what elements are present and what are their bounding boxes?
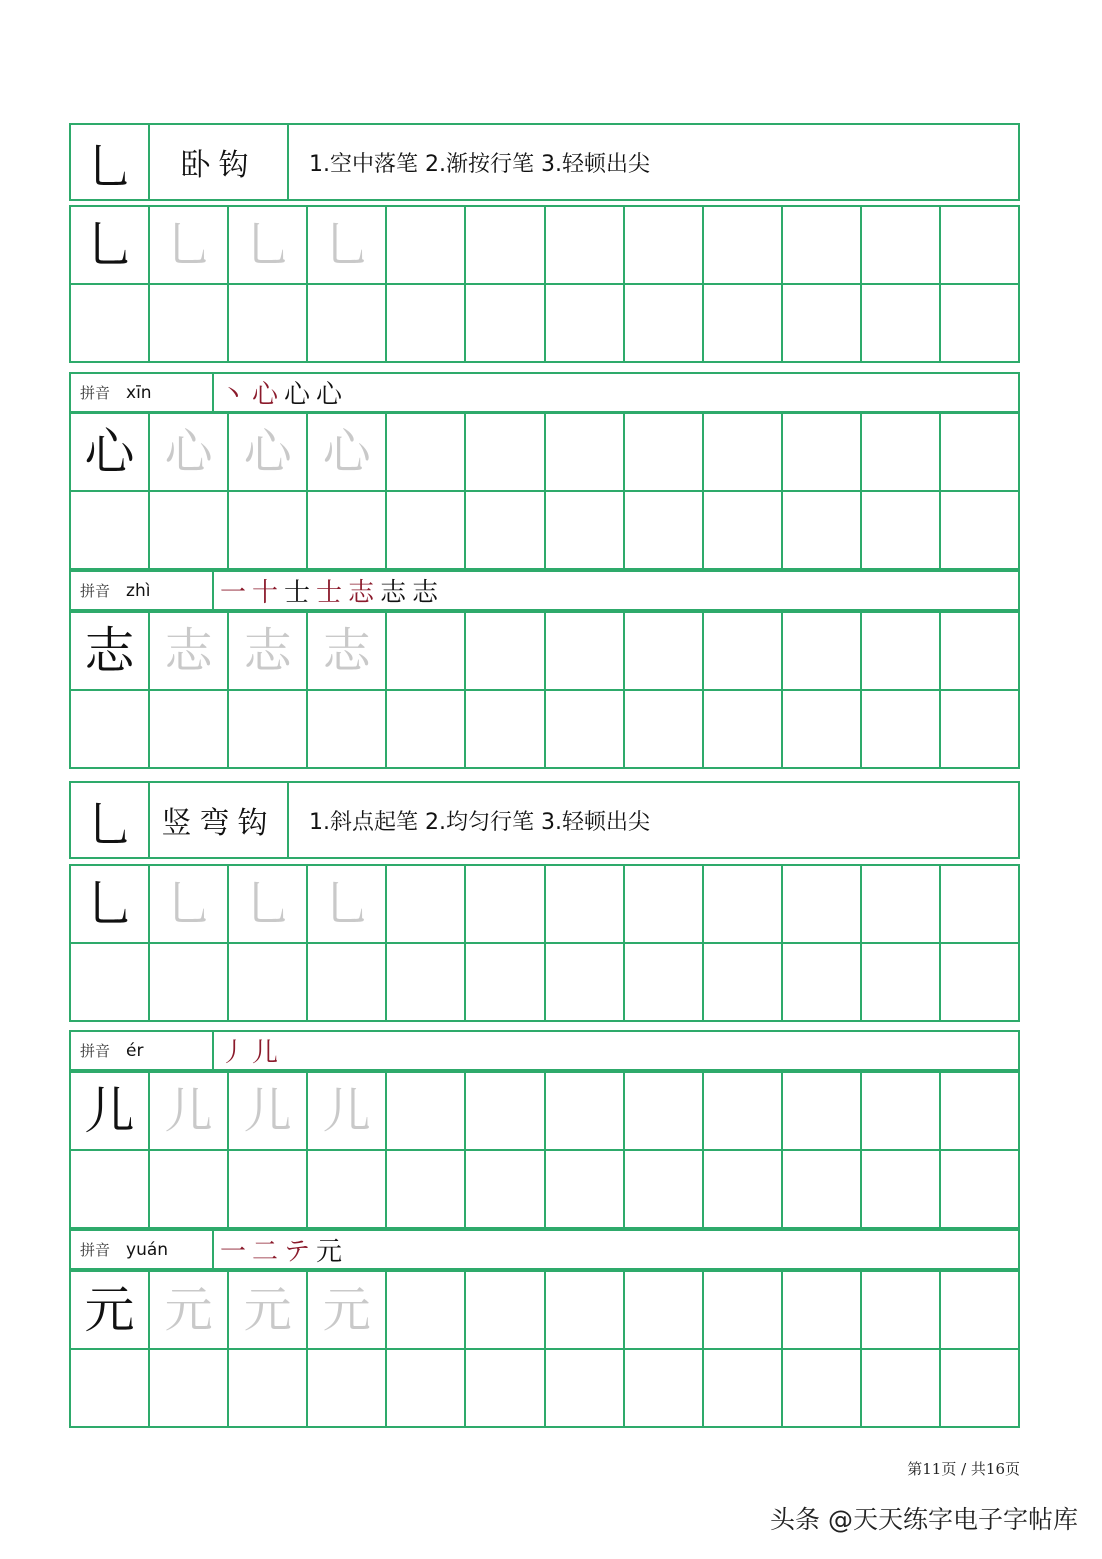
empty-cell[interactable] <box>782 491 861 569</box>
trace-char: 乚 <box>243 217 292 273</box>
empty-cell[interactable] <box>703 413 782 491</box>
trace-char: 乚 <box>243 876 292 932</box>
trace-cell[interactable] <box>149 1072 228 1150</box>
pinyin-label: 拼音 <box>80 1241 111 1259</box>
stroke-tips: 1.空中落笔 2.渐按行笔 3.轻顿出尖 <box>309 151 650 177</box>
empty-cell[interactable] <box>228 284 307 362</box>
empty-cell[interactable] <box>940 612 1019 690</box>
stroke-order <box>214 572 444 609</box>
empty-cell[interactable] <box>782 690 861 768</box>
empty-cell[interactable] <box>703 1150 782 1228</box>
model-char: 乚 <box>84 216 135 274</box>
pinyin-cell <box>71 1032 214 1069</box>
empty-cell[interactable] <box>861 690 940 768</box>
empty-cell[interactable] <box>386 1349 465 1427</box>
trace-cell[interactable] <box>307 865 386 943</box>
empty-cell[interactable] <box>70 284 149 362</box>
empty-cell[interactable] <box>703 943 782 1021</box>
trace-char: 志 <box>164 623 213 679</box>
empty-cell[interactable] <box>624 1349 703 1427</box>
empty-cell[interactable] <box>70 1150 149 1228</box>
empty-cell[interactable] <box>861 1072 940 1150</box>
empty-cell[interactable] <box>624 1271 703 1349</box>
empty-cell[interactable] <box>782 1271 861 1349</box>
stroke-glyph: 乚 <box>71 125 150 199</box>
trace-cell[interactable] <box>228 206 307 284</box>
empty-cell[interactable] <box>624 690 703 768</box>
trace-char: 儿 <box>243 1083 292 1139</box>
stroke-order-step: 心 <box>284 380 311 410</box>
empty-cell[interactable] <box>386 1271 465 1349</box>
empty-cell[interactable] <box>703 284 782 362</box>
empty-cell[interactable] <box>624 1072 703 1150</box>
trace-cell[interactable] <box>307 206 386 284</box>
pinyin-value: ér <box>126 1040 144 1061</box>
empty-cell[interactable] <box>703 865 782 943</box>
empty-cell[interactable] <box>386 1150 465 1228</box>
practice-grid-zhi <box>69 611 1020 769</box>
empty-cell[interactable] <box>307 1150 386 1228</box>
model-char: 乚 <box>84 875 135 933</box>
empty-cell[interactable] <box>703 1271 782 1349</box>
empty-cell[interactable] <box>940 690 1019 768</box>
empty-cell[interactable] <box>940 1349 1019 1427</box>
trace-cell[interactable] <box>149 413 228 491</box>
empty-cell[interactable] <box>861 206 940 284</box>
empty-cell[interactable] <box>545 943 624 1021</box>
empty-cell[interactable] <box>465 206 544 284</box>
empty-cell[interactable] <box>782 1349 861 1427</box>
empty-cell[interactable] <box>624 943 703 1021</box>
trace-char: 乚 <box>164 217 213 273</box>
watermark: 头条 @天天练字电子字帖库 <box>770 1505 1078 1534</box>
empty-cell[interactable] <box>386 865 465 943</box>
trace-char: 志 <box>243 623 292 679</box>
empty-cell[interactable] <box>624 1150 703 1228</box>
trace-cell[interactable] <box>307 1271 386 1349</box>
empty-cell[interactable] <box>782 284 861 362</box>
stroke-order <box>214 374 348 411</box>
empty-cell[interactable] <box>465 1271 544 1349</box>
empty-cell[interactable] <box>307 491 386 569</box>
empty-cell[interactable] <box>861 491 940 569</box>
model-cell <box>70 1072 149 1150</box>
pinyin-value: xīn <box>126 382 152 403</box>
empty-cell[interactable] <box>386 612 465 690</box>
empty-cell[interactable] <box>703 1349 782 1427</box>
empty-cell[interactable] <box>149 690 228 768</box>
empty-cell[interactable] <box>624 284 703 362</box>
practice-grid-shuwangou <box>69 864 1020 1022</box>
trace-cell[interactable] <box>149 1271 228 1349</box>
empty-cell[interactable] <box>782 943 861 1021</box>
stroke-order-step: 二 <box>252 1237 279 1267</box>
trace-cell[interactable] <box>149 612 228 690</box>
empty-cell[interactable] <box>782 1072 861 1150</box>
page-number: 第11页 / 共16页 <box>907 1460 1020 1478</box>
empty-cell[interactable] <box>545 206 624 284</box>
empty-cell[interactable] <box>386 690 465 768</box>
empty-cell[interactable] <box>465 1349 544 1427</box>
empty-cell[interactable] <box>940 1072 1019 1150</box>
empty-cell[interactable] <box>545 690 624 768</box>
empty-cell[interactable] <box>465 284 544 362</box>
empty-cell[interactable] <box>70 690 149 768</box>
empty-cell[interactable] <box>545 612 624 690</box>
stroke-order-step: 一 <box>220 1237 247 1267</box>
empty-cell[interactable] <box>465 491 544 569</box>
stroke-order-step: 心 <box>252 380 279 410</box>
empty-cell[interactable] <box>228 491 307 569</box>
stroke-header-shuwangou <box>69 781 1020 859</box>
trace-char: 儿 <box>322 1083 371 1139</box>
stroke-order-step: テ <box>284 1237 311 1267</box>
empty-cell[interactable] <box>465 1072 544 1150</box>
trace-cell[interactable] <box>307 413 386 491</box>
empty-cell[interactable] <box>386 1072 465 1150</box>
empty-cell[interactable] <box>228 943 307 1021</box>
trace-char: 心 <box>164 424 213 480</box>
stroke-order-step: 志 <box>412 578 439 608</box>
stroke-order-step: 丶 <box>220 380 247 410</box>
pinyin-row-zhi <box>69 570 1020 611</box>
trace-cell[interactable] <box>149 865 228 943</box>
empty-cell[interactable] <box>465 1150 544 1228</box>
trace-char: 乚 <box>164 876 213 932</box>
empty-cell[interactable] <box>307 1349 386 1427</box>
trace-char: 心 <box>243 424 292 480</box>
trace-cell[interactable] <box>228 1072 307 1150</box>
stroke-order-step: 志 <box>380 578 407 608</box>
empty-cell[interactable] <box>782 206 861 284</box>
empty-cell[interactable] <box>465 865 544 943</box>
trace-cell[interactable] <box>149 206 228 284</box>
empty-cell[interactable] <box>465 690 544 768</box>
pinyin-row-yuan <box>69 1229 1020 1270</box>
trace-char: 元 <box>164 1282 213 1338</box>
stroke-name: 竖弯钩 <box>150 783 289 857</box>
empty-cell[interactable] <box>545 1072 624 1150</box>
empty-cell[interactable] <box>703 206 782 284</box>
empty-cell[interactable] <box>70 943 149 1021</box>
empty-cell[interactable] <box>861 1150 940 1228</box>
empty-cell[interactable] <box>545 865 624 943</box>
trace-char: 元 <box>243 1282 292 1338</box>
trace-cell[interactable] <box>228 1271 307 1349</box>
empty-cell[interactable] <box>307 943 386 1021</box>
empty-cell[interactable] <box>545 491 624 569</box>
empty-cell[interactable] <box>782 413 861 491</box>
trace-char: 心 <box>322 424 371 480</box>
empty-cell[interactable] <box>386 491 465 569</box>
empty-cell[interactable] <box>861 1271 940 1349</box>
empty-cell[interactable] <box>861 612 940 690</box>
empty-cell[interactable] <box>861 284 940 362</box>
empty-cell[interactable] <box>940 865 1019 943</box>
empty-cell[interactable] <box>940 491 1019 569</box>
pinyin-row-xin <box>69 372 1020 413</box>
pinyin-value: zhì <box>126 580 151 601</box>
model-cell <box>70 1271 149 1349</box>
model-char: 元 <box>84 1281 135 1339</box>
pinyin-cell <box>71 374 214 411</box>
empty-cell[interactable] <box>386 413 465 491</box>
stroke-order-step: 儿 <box>252 1038 279 1068</box>
empty-cell[interactable] <box>940 1150 1019 1228</box>
trace-char: 志 <box>322 623 371 679</box>
model-cell <box>70 206 149 284</box>
stroke-order <box>214 1231 348 1268</box>
model-cell <box>70 612 149 690</box>
empty-cell[interactable] <box>703 1072 782 1150</box>
stroke-header-wogou <box>69 123 1020 201</box>
model-cell <box>70 413 149 491</box>
empty-cell[interactable] <box>465 612 544 690</box>
model-char: 儿 <box>84 1082 135 1140</box>
empty-cell[interactable] <box>228 1349 307 1427</box>
stroke-order-step: 一 <box>220 578 247 608</box>
empty-cell[interactable] <box>861 943 940 1021</box>
empty-cell[interactable] <box>149 284 228 362</box>
pinyin-row-er <box>69 1030 1020 1071</box>
empty-cell[interactable] <box>545 1271 624 1349</box>
empty-cell[interactable] <box>703 491 782 569</box>
pinyin-cell <box>71 572 214 609</box>
stroke-order-step: 十 <box>252 578 279 608</box>
empty-cell[interactable] <box>386 943 465 1021</box>
empty-cell[interactable] <box>940 1271 1019 1349</box>
empty-cell[interactable] <box>70 491 149 569</box>
empty-cell[interactable] <box>149 1150 228 1228</box>
trace-cell[interactable] <box>228 612 307 690</box>
empty-cell[interactable] <box>782 1150 861 1228</box>
empty-cell[interactable] <box>624 491 703 569</box>
trace-char: 乚 <box>322 876 371 932</box>
trace-cell[interactable] <box>228 865 307 943</box>
empty-cell[interactable] <box>624 206 703 284</box>
empty-cell[interactable] <box>307 690 386 768</box>
stroke-order-step: 丿 <box>220 1038 247 1068</box>
pinyin-label: 拼音 <box>80 384 111 402</box>
empty-cell[interactable] <box>703 612 782 690</box>
stroke-order-step: 心 <box>316 380 343 410</box>
empty-cell[interactable] <box>386 284 465 362</box>
empty-cell[interactable] <box>545 284 624 362</box>
trace-cell[interactable] <box>228 413 307 491</box>
practice-grid-yuan <box>69 1270 1020 1428</box>
stroke-order <box>214 1032 284 1069</box>
stroke-tips: 1.斜点起笔 2.均匀行笔 3.轻顿出尖 <box>309 809 650 835</box>
trace-char: 乚 <box>322 217 371 273</box>
empty-cell[interactable] <box>465 413 544 491</box>
empty-cell[interactable] <box>940 943 1019 1021</box>
empty-cell[interactable] <box>940 284 1019 362</box>
empty-cell[interactable] <box>70 1349 149 1427</box>
empty-cell[interactable] <box>940 206 1019 284</box>
practice-grid-xin <box>69 412 1020 570</box>
empty-cell[interactable] <box>149 491 228 569</box>
trace-cell[interactable] <box>307 1072 386 1150</box>
empty-cell[interactable] <box>307 284 386 362</box>
stroke-order-step: 士 <box>284 578 311 608</box>
empty-cell[interactable] <box>386 206 465 284</box>
empty-cell[interactable] <box>703 690 782 768</box>
empty-cell[interactable] <box>940 413 1019 491</box>
stroke-order-step: 士 <box>316 578 343 608</box>
pinyin-cell <box>71 1231 214 1268</box>
empty-cell[interactable] <box>545 413 624 491</box>
empty-cell[interactable] <box>228 690 307 768</box>
trace-char: 元 <box>322 1282 371 1338</box>
empty-cell[interactable] <box>624 865 703 943</box>
practice-grid-er <box>69 1071 1020 1229</box>
stroke-order-step: 志 <box>348 578 375 608</box>
pinyin-label: 拼音 <box>80 1042 111 1060</box>
model-char: 志 <box>84 622 135 680</box>
empty-cell[interactable] <box>465 943 544 1021</box>
empty-cell[interactable] <box>624 612 703 690</box>
empty-cell[interactable] <box>624 413 703 491</box>
empty-cell[interactable] <box>149 943 228 1021</box>
practice-grid-wogou <box>69 205 1020 363</box>
empty-cell[interactable] <box>861 865 940 943</box>
empty-cell[interactable] <box>228 1150 307 1228</box>
stroke-glyph: 乚 <box>71 783 150 857</box>
empty-cell[interactable] <box>782 865 861 943</box>
stroke-name: 卧钩 <box>150 125 289 199</box>
empty-cell[interactable] <box>545 1349 624 1427</box>
pinyin-label: 拼音 <box>80 582 111 600</box>
model-cell <box>70 865 149 943</box>
model-char: 心 <box>84 423 135 481</box>
stroke-order-step: 元 <box>316 1237 343 1267</box>
empty-cell[interactable] <box>861 1349 940 1427</box>
trace-char: 儿 <box>164 1083 213 1139</box>
pinyin-value: yuán <box>126 1239 169 1260</box>
empty-cell[interactable] <box>149 1349 228 1427</box>
empty-cell[interactable] <box>861 413 940 491</box>
empty-cell[interactable] <box>545 1150 624 1228</box>
trace-cell[interactable] <box>307 612 386 690</box>
empty-cell[interactable] <box>782 612 861 690</box>
